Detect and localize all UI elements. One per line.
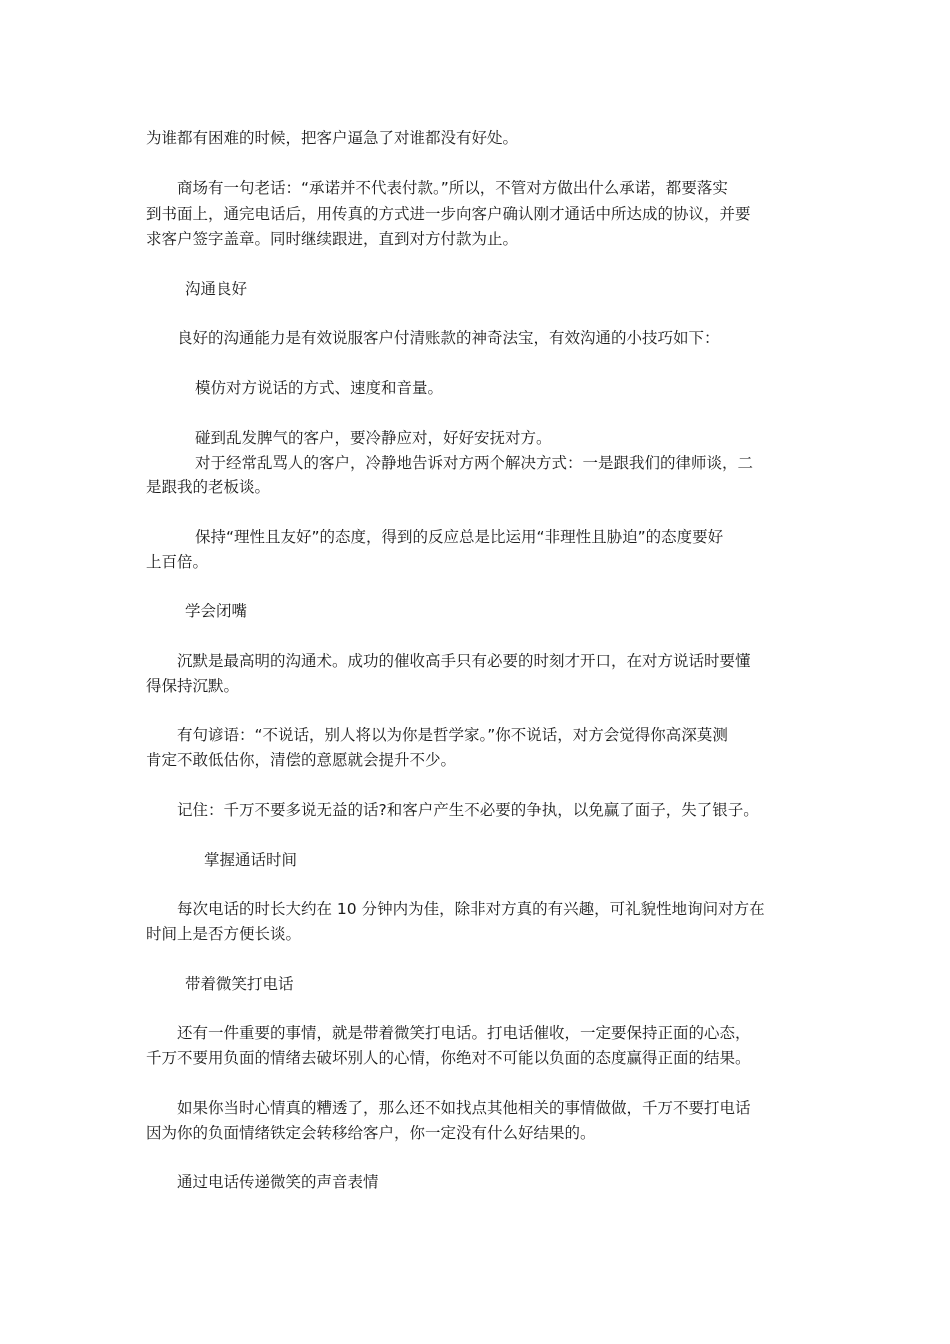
paragraph-line: 求客户签字盖章。同时继续跟进，直到对方付款为止。 — [146, 230, 519, 248]
paragraph-line: 得保持沉默。 — [146, 677, 240, 695]
section-heading: 通过电话传递微笑的声音表情 — [177, 1173, 379, 1191]
paragraph-line: 商场有一句老话：“承诺并不代表付款。”所以，不管对方做出什么承诺，都要落实 — [177, 179, 728, 197]
paragraph-line: 为谁都有困难的时候，把客户逼急了对谁都没有好处。 — [146, 129, 519, 147]
list-item: 碰到乱发脾气的客户，要冷静应对，好好安抚对方。 — [195, 429, 552, 447]
paragraph-line: 上百倍。 — [146, 553, 209, 571]
section-heading: 学会闭嘴 — [185, 602, 248, 620]
paragraph-line: 肯定不敢低估你，清偿的意愿就会提升不少。 — [146, 751, 457, 769]
paragraph-line: 还有一件重要的事情，就是带着微笑打电话。打电话催收，一定要保持正面的心态， — [177, 1024, 751, 1042]
list-item: 保持“理性且友好”的态度，得到的反应总是比运用“非理性且胁迫”的态度要好 — [195, 528, 724, 546]
paragraph-line: 到书面上，通完电话后，用传真的方式进一步向客户确认刚才通话中所达成的协议，并要 — [146, 205, 751, 223]
list-item: 对于经常乱骂人的客户，冷静地告诉对方两个解决方式：一是跟我们的律师谈，二 — [195, 454, 754, 472]
paragraph-line: 因为你的负面情绪铁定会转移给客户，你一定没有什么好结果的。 — [146, 1124, 596, 1142]
paragraph-line: 记住：千万不要多说无益的话?和客户产生不必要的争执，以免赢了面子，失了银子。 — [177, 801, 759, 819]
list-item: 模仿对方说话的方式、速度和音量。 — [195, 379, 444, 397]
section-heading: 沟通良好 — [185, 280, 248, 298]
paragraph-line: 有句谚语：“不说话，别人将以为你是哲学家。”你不说话，对方会觉得你高深莫测 — [177, 726, 728, 744]
paragraph-line: 如果你当时心情真的糟透了，那么还不如找点其他相关的事情做做，千万不要打电话 — [177, 1099, 751, 1117]
paragraph-line: 良好的沟通能力是有效说服客户付清账款的神奇法宝，有效沟通的小技巧如下： — [177, 329, 720, 347]
section-heading: 掌握通话时间 — [204, 851, 298, 869]
paragraph-line: 沉默是最高明的沟通术。成功的催收高手只有必要的时刻才开口，在对方说话时要懂 — [177, 652, 751, 670]
paragraph-line: 每次电话的时长大约在 10 分钟内为佳，除非对方真的有兴趣，可礼貌性地询问对方在 — [177, 900, 765, 918]
paragraph-line: 千万不要用负面的情绪去破坏别人的心情，你绝对不可能以负面的态度赢得正面的结果。 — [146, 1049, 751, 1067]
section-heading: 带着微笑打电话 — [185, 975, 294, 993]
paragraph-line: 是跟我的老板谈。 — [146, 478, 271, 496]
paragraph-line: 时间上是否方便长谈。 — [146, 925, 302, 943]
